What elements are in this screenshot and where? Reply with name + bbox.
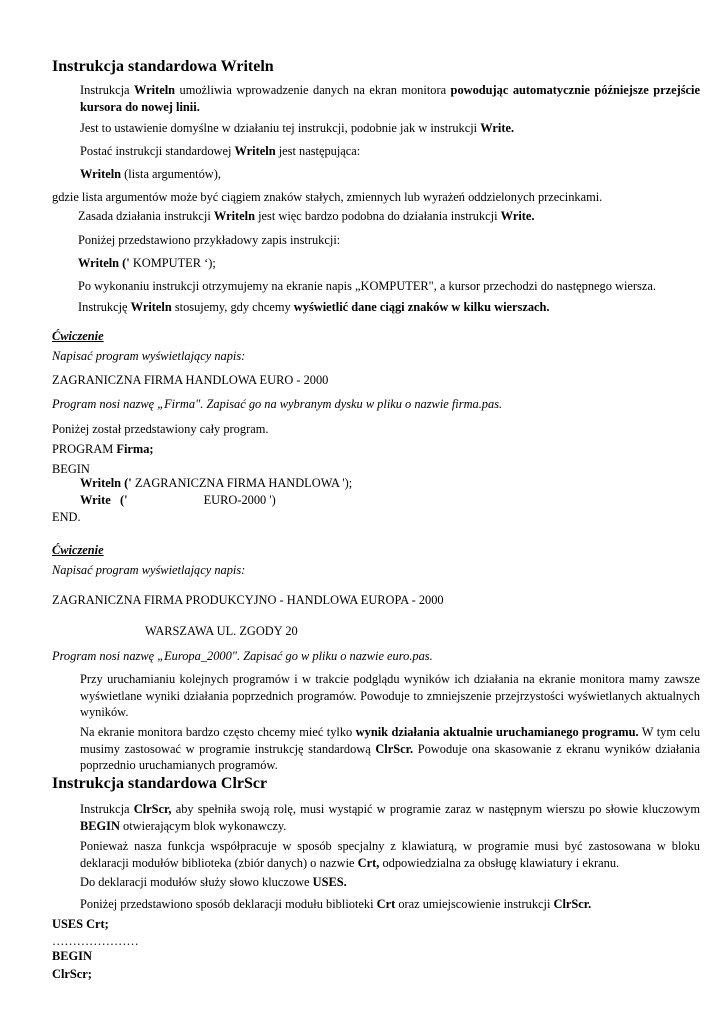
paragraph-declaration: Poniżej przedstawiono sposób deklaracji modułu biblioteki Crt oraz umiejscowienie instrukcji ClrScr. <box>80 897 592 911</box>
paragraph-clrscr-placement: Instrukcja ClrScr, aby spełniła swoją rolę, musi wystąpić w programie zaraz w następnym wierszu po słowie kluczowym BEGIN otwierającym blok wykonawczy. <box>80 802 700 833</box>
exercise-1-note: Program nosi nazwę „Firma". Zapisać go na wybranym dysku w pliku o nazwie firma.pas. <box>52 397 503 411</box>
code-dots-line: ………………… <box>52 934 139 948</box>
exercise-2-text-line2: WARSZAWA UL. ZGODY 20 <box>145 624 298 638</box>
paragraph-example-intro: Poniżej przedstawiono przykładowy zapis instrukcji: <box>78 233 341 247</box>
paragraph-default: Jest to ustawienie domyślne w działaniu tej instrukcji, podobnie jak w instrukcji Write. <box>80 121 515 135</box>
paragraph-argument-list: gdzie lista argumentów może być ciągiem znaków stałych, zmiennych lub wyrażeń oddzielonych przecinkami. <box>52 190 603 204</box>
exercise-1-task: Napisać program wyświetlający napis: <box>52 349 246 363</box>
paragraph-crt-module: Ponieważ nasza funkcja współpracuje w sposób specjalny z klawiaturą, w programie musi być zastosowana w bloku deklaracji modułów biblioteka (zbiór danych) o nazwie Crt, odpowiedzialna za obsługę klawiatury i ekranu. <box>80 839 700 870</box>
code-begin-line-2: BEGIN <box>52 949 92 963</box>
paragraph-form: Postać instrukcji standardowej Writeln jest następująca: <box>80 144 361 158</box>
paragraph-result: Po wykonaniu instrukcji otrzymujemy na ekranie napis „KOMPUTER", a kursor przechodzi do następnego wiersza. <box>78 279 656 293</box>
exercise-2-text-line1: ZAGRANICZNA FIRMA PRODUKCYJNO - HANDLOWA EUROPA - 2000 <box>52 593 444 607</box>
paragraph-writeln-intro: Instrukcja Writeln umożliwia wprowadzenie danych na ekran monitora powodując automatycznie późniejsze przejście kursora do nowej linii. <box>80 83 700 114</box>
heading-writeln: Instrukcja standardowa Writeln <box>52 58 274 75</box>
exercise-2-note: Program nosi nazwę „Europa_2000". Zapisać go w pliku o nazwie euro.pas. <box>52 649 433 663</box>
exercise-1-text: ZAGRANICZNA FIRMA HANDLOWA EURO - 2000 <box>52 373 329 387</box>
paragraph-principle: Zasada działania instrukcji Writeln jest więc bardzo podobna do działania instrukcji Write. <box>78 209 535 223</box>
code-program-line: PROGRAM Firma; <box>52 442 154 456</box>
code-end-line: END. <box>52 510 81 524</box>
exercise-2-task: Napisać program wyświetlający napis: <box>52 563 246 577</box>
code-clrscr-line: ClrScr; <box>52 967 92 981</box>
exercise-2-title: Ćwiczenie <box>52 543 104 557</box>
exercise-1-title: Ćwiczenie <box>52 329 104 343</box>
paragraph-syntax: Writeln (lista argumentów), <box>80 167 221 181</box>
code-begin-line: BEGIN <box>52 462 90 476</box>
code-example-writeln: Writeln (' KOMPUTER ‘); <box>78 256 216 270</box>
paragraph-usage: Instrukcję Writeln stosujemy, gdy chcemy wyświetlić dane ciągi znaków w kilku wierszach. <box>78 300 550 314</box>
paragraph-previous-results: Przy uruchamianiu kolejnych programów i w trakcie podglądu wyników ich działania na ekranie monitora mamy zawsze wyświetlane wyniki działania poprzednich programów. Powoduje to zmniejszenie przejrzystości wyświetlanych aktualnych wyników. <box>80 672 700 719</box>
code-uses-line: USES Crt; <box>52 917 109 931</box>
code-write-line: Write (' EURO-2000 ') <box>80 493 276 507</box>
paragraph-uses: Do deklaracji modułów służy słowo kluczowe USES. <box>80 875 347 889</box>
paragraph-current-result: Na ekranie monitora bardzo często chcemy mieć tylko wynik działania aktualnie uruchamianego programu. W tym celu musimy zastosować w programie instrukcję standardową ClrScr. Powoduje ona skasowanie z ekranu wyników działania poprzednio uruchamianych programów. <box>80 725 701 772</box>
code-writeln-line: Writeln (' ZAGRANICZNA FIRMA HANDLOWA '); <box>80 476 353 490</box>
exercise-1-intro: Poniżej został przedstawiony cały program. <box>52 422 269 436</box>
heading-clrscr: Instrukcja standardowa ClrScr <box>52 775 268 792</box>
